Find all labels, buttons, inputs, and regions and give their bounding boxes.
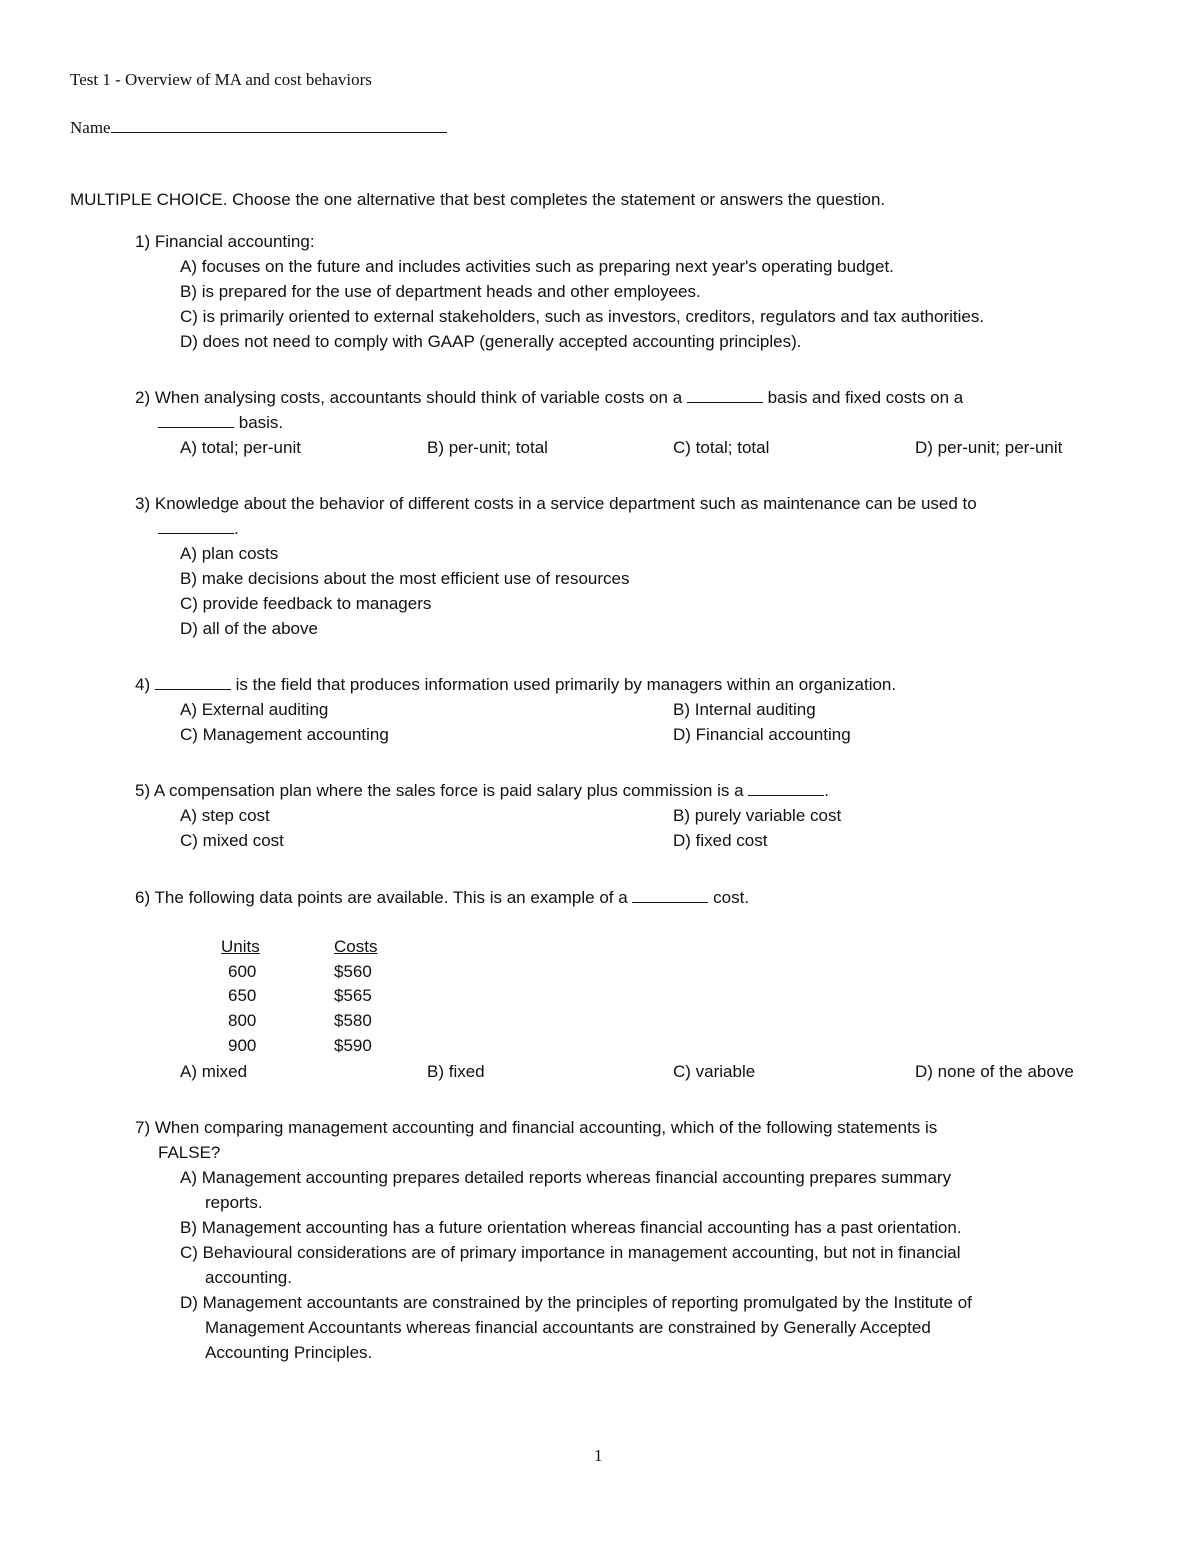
table-cell-units: 900 <box>228 1036 257 1055</box>
answer-blank <box>158 413 234 428</box>
answer-blank <box>158 519 234 534</box>
q2-option-d[interactable]: D) per-unit; per-unit <box>915 438 1063 457</box>
q4-option-c[interactable]: C) Management accounting <box>180 725 389 744</box>
question-number: 1) <box>135 232 151 251</box>
q2-option-b[interactable]: B) per-unit; total <box>427 438 548 457</box>
name-field[interactable] <box>70 117 447 139</box>
question-2-stem <box>135 387 963 409</box>
q5-option-c[interactable]: C) mixed cost <box>180 831 284 850</box>
q2-option-c[interactable]: C) total; total <box>673 438 770 457</box>
question-text: . <box>824 781 830 800</box>
q7-option-a-cont[interactable]: reports. <box>205 1193 263 1212</box>
q5-option-a[interactable]: A) step cost <box>180 806 270 825</box>
page-number: 1 <box>594 1446 603 1465</box>
question-1-stem <box>135 231 315 253</box>
q2-option-a[interactable]: A) total; per-unit <box>180 438 301 457</box>
question-text: A compensation plan where the sales force is paid salary plus commission is a <box>153 781 744 800</box>
q1-option-d[interactable]: D) does not need to comply with GAAP (generally accepted accounting principles). <box>180 332 802 351</box>
q4-option-d[interactable]: D) Financial accounting <box>673 725 851 744</box>
q6-option-b[interactable]: B) fixed <box>427 1062 485 1081</box>
name-label: Name <box>70 118 111 137</box>
question-number: 4) <box>135 675 151 694</box>
q3-option-b[interactable]: B) make decisions about the most efficient use of resources <box>180 569 630 588</box>
question-text: basis. <box>238 413 284 432</box>
answer-blank <box>155 675 231 690</box>
question-text: Knowledge about the behavior of different costs in a service department such as maintenance can be used to <box>154 494 977 513</box>
question-text: When analysing costs, accountants should think of variable costs on a <box>154 388 683 407</box>
question-3-stem-cont <box>158 518 239 540</box>
question-number: 2) <box>135 388 151 407</box>
table-cell-units: 600 <box>228 962 257 981</box>
table-header-costs: Costs <box>334 937 378 956</box>
q7-option-d[interactable]: D) Management accountants are constrained by the principles of reporting promulgated by the Institute of <box>180 1293 972 1312</box>
q7-option-c[interactable]: C) Behavioural considerations are of primary importance in management accounting, but not in financial <box>180 1243 961 1262</box>
answer-blank <box>687 388 763 403</box>
question-text: Financial accounting: <box>154 232 315 251</box>
q4-option-a[interactable]: A) External auditing <box>180 700 329 719</box>
instructions: MULTIPLE CHOICE. Choose the one alternative that best completes the statement or answers the question. <box>70 190 886 209</box>
question-text: . <box>234 519 239 538</box>
answer-blank <box>748 781 824 796</box>
question-number: 5) <box>135 781 151 800</box>
q1-option-c[interactable]: C) is primarily oriented to external stakeholders, such as investors, creditors, regulators and tax authorities. <box>180 307 985 326</box>
table-header-units: Units <box>221 937 260 956</box>
q1-option-a[interactable]: A) focuses on the future and includes activities such as preparing next year's operating budget. <box>180 257 894 276</box>
q6-option-c[interactable]: C) variable <box>673 1062 756 1081</box>
test-title: Test 1 - Overview of MA and cost behaviors <box>70 70 372 89</box>
question-number: 3) <box>135 494 151 513</box>
question-number: 6) <box>135 888 151 907</box>
q7-option-b[interactable]: B) Management accounting has a future orientation whereas financial accounting has a past orientation. <box>180 1218 962 1237</box>
question-number: 7) <box>135 1118 151 1137</box>
question-4-stem <box>135 674 896 696</box>
q5-option-d[interactable]: D) fixed cost <box>673 831 768 850</box>
answer-blank <box>632 888 708 903</box>
q3-option-a[interactable]: A) plan costs <box>180 544 279 563</box>
table-cell-costs: $580 <box>334 1011 372 1030</box>
question-text: When comparing management accounting and financial accounting, which of the following statements is <box>154 1118 938 1137</box>
question-6-stem <box>135 887 749 909</box>
question-7-stem-cont: FALSE? <box>158 1143 221 1162</box>
question-text: is the field that produces information used primarily by managers within an organization. <box>235 675 897 694</box>
q3-option-c[interactable]: C) provide feedback to managers <box>180 594 432 613</box>
q7-option-c-cont[interactable]: accounting. <box>205 1268 292 1287</box>
table-cell-costs: $560 <box>334 962 372 981</box>
q6-option-d[interactable]: D) none of the above <box>915 1062 1074 1081</box>
q3-option-d[interactable]: D) all of the above <box>180 619 318 638</box>
table-cell-costs: $590 <box>334 1036 372 1055</box>
q7-option-d-cont[interactable]: Management Accountants whereas financial accountants are constrained by Generally Accepted <box>205 1318 931 1337</box>
question-2-stem-cont <box>158 412 283 434</box>
q7-option-a[interactable]: A) Management accounting prepares detailed reports whereas financial accounting prepares summary <box>180 1168 952 1187</box>
q5-option-b[interactable]: B) purely variable cost <box>673 806 842 825</box>
question-text: cost. <box>713 888 750 907</box>
q1-option-b[interactable]: B) is prepared for the use of department heads and other employees. <box>180 282 701 301</box>
q6-option-a[interactable]: A) mixed <box>180 1062 248 1081</box>
question-3-stem <box>135 493 977 515</box>
name-blank-line[interactable] <box>111 118 447 133</box>
question-5-stem <box>135 780 829 802</box>
q7-option-d-cont[interactable]: Accounting Principles. <box>205 1343 373 1362</box>
table-cell-costs: $565 <box>334 986 372 1005</box>
question-text: basis and fixed costs on a <box>767 388 964 407</box>
question-text: The following data points are available. This is an example of a <box>154 888 628 907</box>
q4-option-b[interactable]: B) Internal auditing <box>673 700 816 719</box>
table-cell-units: 800 <box>228 1011 257 1030</box>
question-7-stem <box>135 1117 937 1139</box>
table-cell-units: 650 <box>228 986 257 1005</box>
